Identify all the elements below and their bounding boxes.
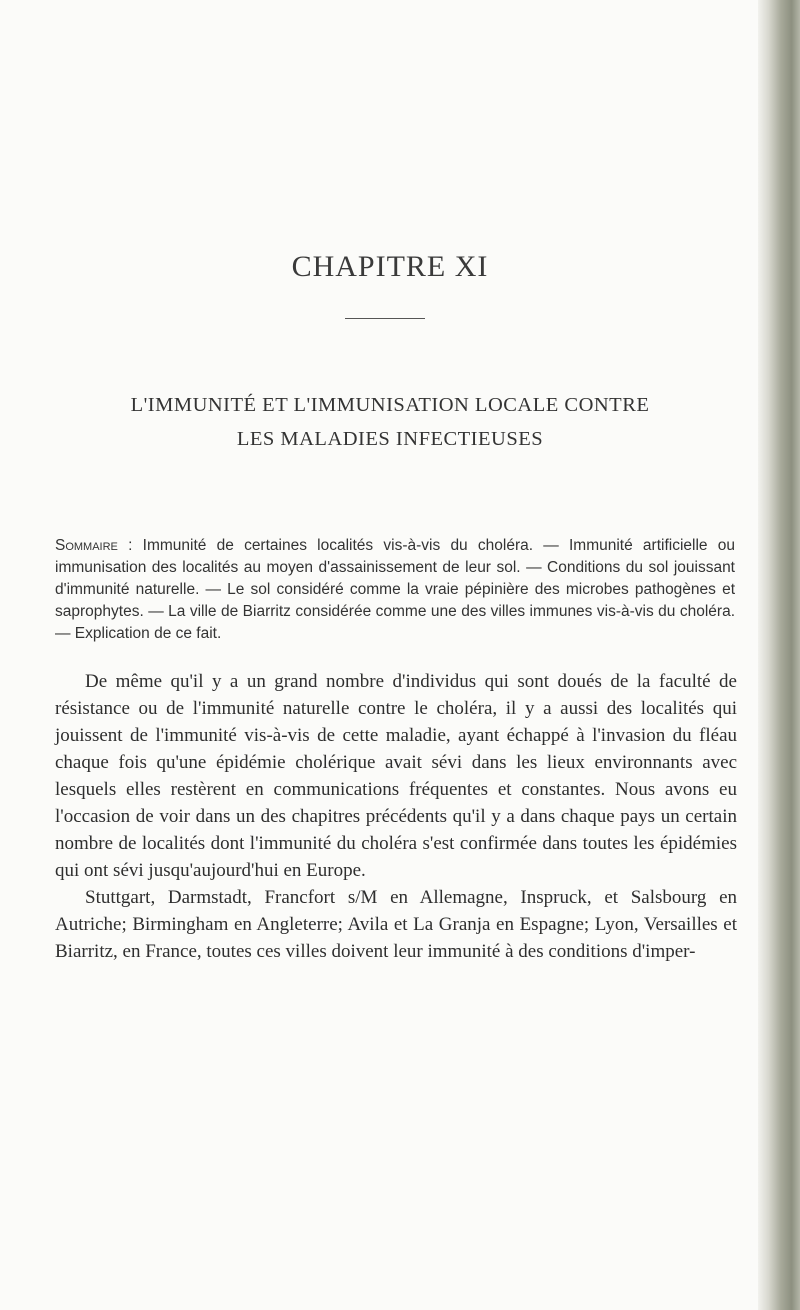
- summary-text: : Immunité de certaines localités vis-à-vis du choléra. — Immunité artificielle ou immunisation des localités au moyen d'assainissement de leur sol. — Conditions du sol jouissant d'immunité naturelle. — Le sol considéré comme la vraie pépinière des microbes pathogènes et saprophytes. — La ville de Biarritz considérée comme une des villes immunes vis-à-vis du choléra. — Explication de ce fait.: [55, 537, 735, 642]
- page-edge: [758, 0, 800, 1310]
- chapter-summary: [55, 535, 735, 645]
- chapter-title-line-2: LES MALADIES INFECTIEUSES: [236, 428, 544, 450]
- paragraph-2: Stuttgart, Darmstadt, Francfort s/M en Allemagne, Inspruck, et Salsbourg en Autriche; Birmingham en Angleterre; Avila et La Granja en Espagne; Lyon, Versailles et Biarritz, en France, toutes ces villes doivent leur immunité à des conditions d'imper-: [55, 887, 737, 962]
- heading-divider: [345, 318, 425, 319]
- paragraph-1: De même qu'il y a un grand nombre d'individus qui sont doués de la faculté de résistance ou de l'immunité naturelle contre le choléra, il y a aussi des localités qui jouissent de l'immunité vis-à-vis de cette maladie, ayant échappé à l'invasion du fléau chaque fois qu'une épidémie cholérique avait sévi dans les lieux environnants avec lesquels elles restèrent en communications fréquentes et constantes. Nous avons eu l'occasion de voir dans un des chapitres précédents qu'il y a dans chaque pays un certain nombre de localités dont l'immunité du choléra s'est confirmée dans toutes les épidémies qui ont sévi jusqu'aujourd'hui en Europe.: [55, 671, 737, 881]
- summary-label: Sommaire: [55, 537, 118, 554]
- chapter-title-line-1: L'IMMUNITÉ ET L'IMMUNISATION LOCALE CONTRE: [130, 394, 650, 416]
- chapter-heading: CHAPITRE XI: [291, 250, 489, 283]
- body-text: [55, 668, 737, 965]
- chapter-title: [40, 388, 740, 456]
